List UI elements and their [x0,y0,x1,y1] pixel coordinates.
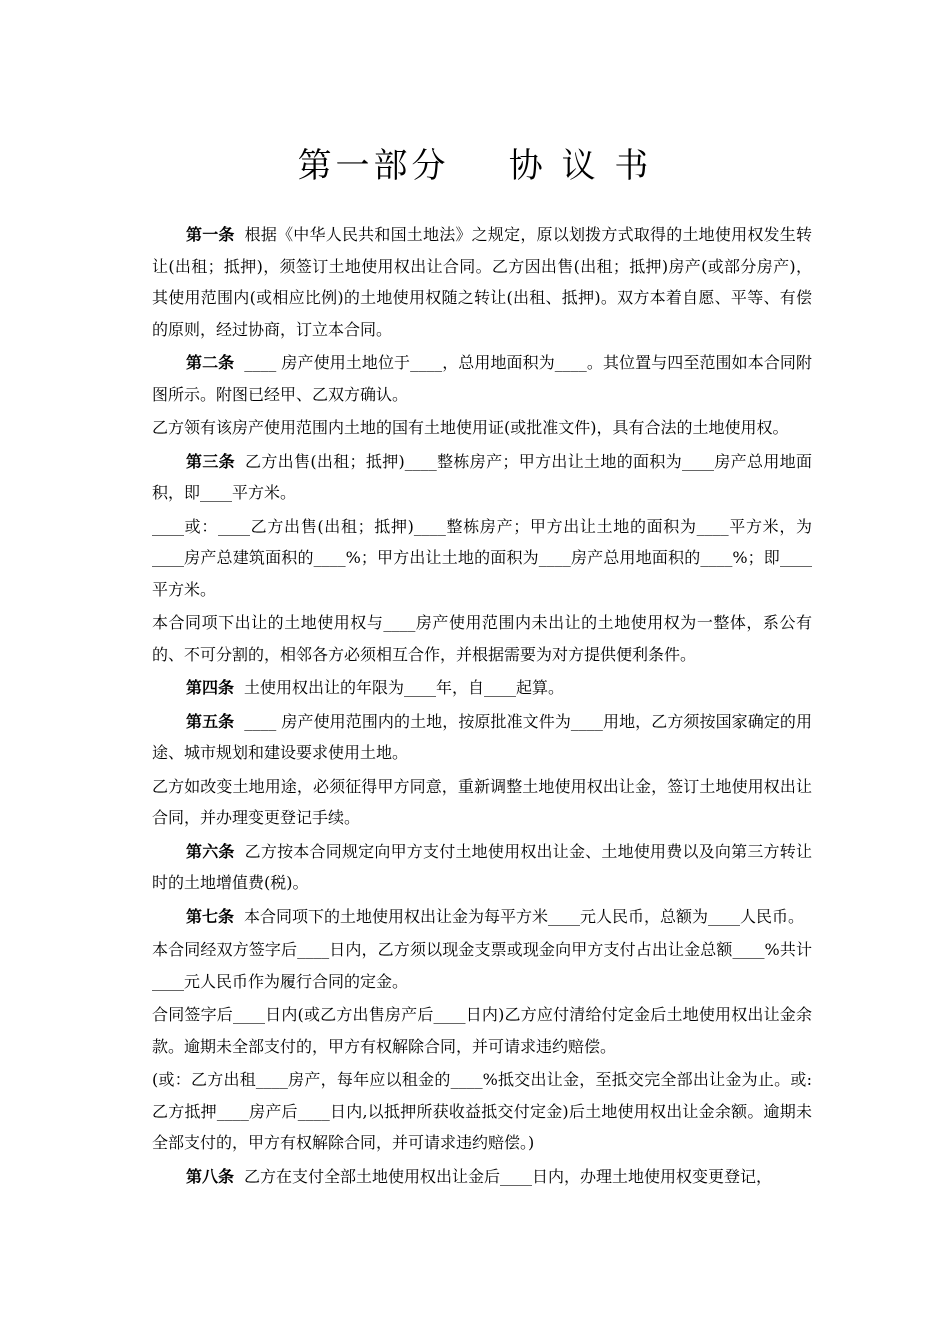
page-title: 第一部分 协 议 书 [297,146,653,186]
article-label: 第六条 [186,841,235,861]
article-text: 乙方按本合同规定向甲方支付土地使用权出让金、土地使用费以及向第三方转让时的土地增值费(税)。 [152,841,812,892]
article-text: 土使用权出让的年限为____年，自____起算。 [244,678,565,697]
article-6 [152,836,812,899]
article-label: 第四条 [186,678,235,697]
article-label: 第二条 [186,353,235,372]
article-label: 第一条 [186,225,235,244]
paragraph: 乙方领有该房产使用范围内土地的国有土地使用证(或批准文件)，具有合法的土地使用权。 [152,418,789,437]
article-label: 第八条 [186,1166,235,1186]
paragraph: 本合同项下出让的土地使用权与____房产使用范围内未出让的土地使用权为一整体，系公有的、不可分割的，相邻各方必须相互合作，并根据需要为对方提供便利条件。 [152,613,812,664]
article-7 [152,901,812,933]
article-label: 第七条 [186,906,235,926]
article-text: 乙方在支付全部土地使用权出让金后____日内，办理土地使用权变更登记， [244,1166,773,1186]
article-8 [152,1161,812,1193]
article-text: 根据《中华人民共和国土地法》之规定，原以划拨方式取得的土地使用权发生转让(出租；抵押)，须签订土地使用权出让合同。乙方因出售(出租；抵押)房产(或部分房产)，其使用范围内(或相应比例)的土地使用权随之转让(出租、抵押)。双方本着自愿、平等、有偿的原则，经过协商，订立本合同。 [152,225,812,339]
paragraph: 合同签字后____日内(或乙方出售房产后____日内)乙方应付清给付定金后土地使用权出让金余款。逾期未全部支付的，甲方有权解除合同，并可请求违约赔偿。 [152,1005,812,1056]
article-5 [152,706,812,769]
article-label: 第五条 [186,711,235,731]
article-2 [152,347,812,410]
paragraph: ____或：____乙方出售(出租；抵押)____整栋房产；甲方出让土地的面积为____平方米，为____房产总建筑面积的____%；甲方出让土地的面积为____房产总用地面积的____%；即____平方米。 [152,516,812,599]
article-1 [152,219,812,345]
paragraph: (或：乙方出租____房产，每年应以租金的____%抵交出让金，至抵交完全部出让金为止。或:乙方抵押____房产后____日内,以抵押所获收益抵交付定金)后土地使用权出让金余额。逾期未全部支付的，甲方有权解除合同，并可请求违约赔偿。) [152,1070,812,1152]
article-3 [152,446,812,509]
article-4 [152,672,812,704]
article-label: 第三条 [186,451,235,471]
document-body [152,219,812,1194]
article-text: 本合同项下的土地使用权出让金为每平方米____元人民币，总额为____人民币。 [244,906,805,926]
article-text: ____ 房产使用范围内的土地，按原批准文件为____用地，乙方须按国家确定的用途、城市规划和建设要求使用土地。 [152,711,812,762]
paragraph: 本合同经双方签字后____日内，乙方须以现金支票或现金向甲方支付占出让金总额____%共计____元人民币作为履行合同的定金。 [152,940,812,991]
article-text: 乙方出售(出租；抵押)____整栋房产；甲方出让土地的面积为____房产总用地面积，即____平方米。 [152,451,812,502]
article-text: ____ 房产使用土地位于____，总用地面积为____。其位置与四至范围如本合同附图所示。附图已经甲、乙双方确认。 [152,353,812,404]
paragraph: 乙方如改变土地用途，必须征得甲方同意，重新调整土地使用权出让金，签订土地使用权出让合同，并办理变更登记手续。 [152,776,812,827]
